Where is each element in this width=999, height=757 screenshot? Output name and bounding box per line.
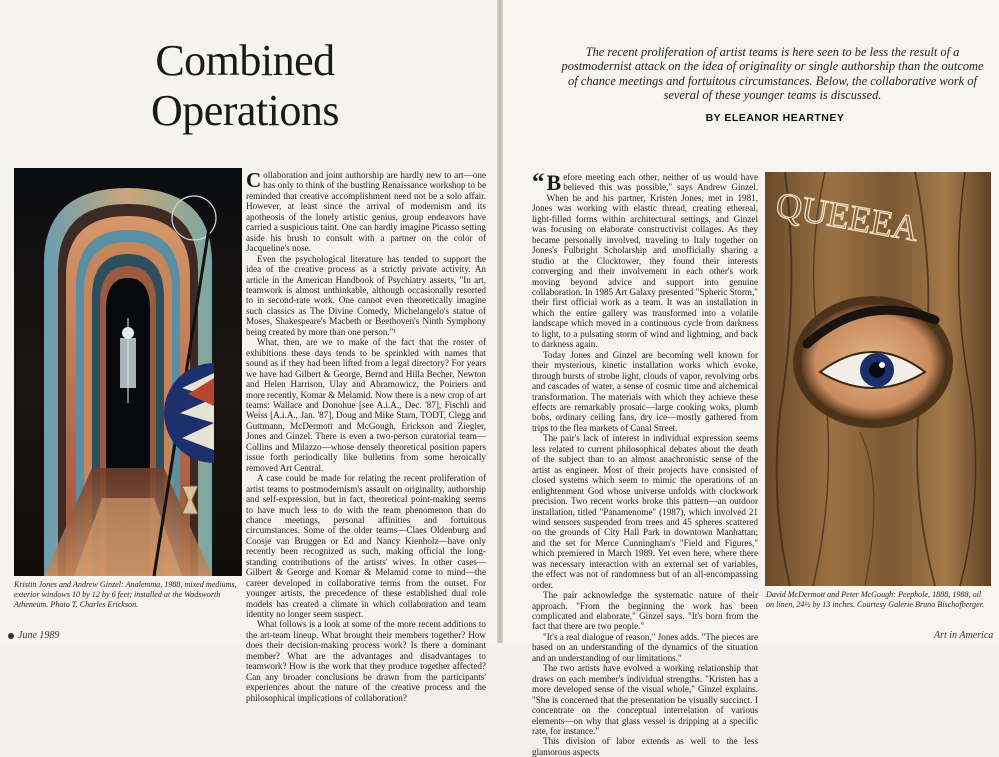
right-paragraph-7: This division of labor extends as well to the less glamorous aspects	[532, 736, 758, 757]
left-caption: Kristin Jones and Andrew Ginzel: Analemma, 1988, mixed mediums, exterior windows 10 by 12 by 6 feet; installed at the Wadsworth Atheneum. Photo T. Charles Erickson.	[14, 580, 237, 609]
painting-lettering: QUEEEA	[773, 184, 922, 249]
article-title	[120, 36, 370, 136]
byline: BY ELEANOR HEARTNEY	[705, 112, 845, 124]
right-caption: David McDermott and Peter McGough: Peephole, 1888, 1988, oil on linen, 24½ by 13 inches. Courtesy Galerie Bruno Bischofberger.	[766, 590, 984, 609]
folio-bullet-icon	[8, 633, 14, 639]
left-body-column	[246, 168, 486, 703]
right-paragraph-2: Today Jones and Ginzel are becoming well known for their mysterious, kinetic installation works which evoke, through bursts of strobe light, clouds of vapor, revolving orbs and cascades of water, a sense of cosmic time and alchemical transformation. The materials with which they achieve these effects are remarkably prosaic—large cooking woks, plumb bobs, ordinary ceiling fans, dry ice—mostly gathered from trips to the flea markets of Canal Street.	[532, 349, 758, 433]
quote-mark: “	[532, 169, 545, 196]
left-page	[0, 0, 497, 703]
right-body-column	[532, 169, 759, 757]
left-folio	[8, 630, 59, 641]
left-folio-text: June 1989	[18, 630, 60, 641]
title-line-2: Operations	[150, 86, 340, 135]
right-folio: Art in America	[934, 630, 994, 641]
peephole-painting	[765, 172, 991, 586]
title-line-1: Combined	[155, 36, 335, 85]
analemma-photo	[14, 168, 242, 576]
right-paragraph-6: The two artists have evolved a working relationship that draws on each member's individual strengths. "Kristen has a more developed sense of the visual whole," Ginzel explains. "She is concerned that the presentation be visually succinct. I concentrate on the conceptual interrelation of various elements—on why that glass vessel is dripping at a specific rate, for instance."	[532, 663, 758, 737]
right-paragraph-5: "It's a real dialogue of reason," Jones adds. "The pieces are based on an understanding of the dynamics of the situation and an understanding of our limitations."	[532, 631, 759, 663]
right-paragraph-1: “ B efore meeting each other, neither of us would have believed this was possible," says Andrew Ginzel. When he and his partner, Kristen Jones, met in 1981, Jones was working with elastic thread, creating ethereal, light-filled forms within architectural settings, and Ginzel was focusing on elaborate constructivist collages. As they became personally involved, traveling to Italy together on Jones's Fulbright Scholarship and unofficially sharing a studio at the Clocktower, they found their interests converging and their involvement in each other's work moving beyond advice and support into genuine collaboration. In 1985 Art Galaxy presented "Spheric Storm," their first official work as a team. It was an installation in which the entire gallery was transformed into a volatile landscape which moved in a continuous cycle from darkness to light, to a pulsating storm of wind and lightning, and back to darkness again.	[532, 169, 758, 350]
drop-cap-b: B	[546, 170, 562, 195]
right-paragraph-3: The pair's lack of interest in individual expression seems less related to current philosophical debates about the death of the subject than to an almost anachronistic sense of the artist as engineer. Most of their projects have consisted of closed systems which seem to mimic the operations of an enlightenment God whose universe unfolds with clockwork precision. Two recent works broke this pattern—an outdoor installation, titled "Panamenome" (1987), which involved 21 wind sensors suspended from trees and 45 spheres scattered on the grounds of City Hall Park in downtown Manhattan; and the set for Merce Cunningham's "Field and Figures," which premiered in March 1989. Yet even here, where there was necessary interaction with an external set of variables, the effect was not of randomness but of an all-encompassing order.	[532, 433, 758, 590]
left-paragraph-1: Collaboration and joint authorship are hardly new to art—one has only to think of the bustling Renaissance workshop to be reminded that creative accomplishment need not be a solo affair. However, at least since the arrival of modernism and its apotheosis of the lonely artistic genius, group endeavors have carried a suspicious taint. One can hardly imagine Picasso setting aside his brush to consult with a partner on the color of Jacqueline's nose.	[246, 168, 486, 254]
drop-cap-c: C	[246, 168, 262, 192]
left-paragraph-3: What, then, are we to make of the fact that the roster of exhibitions these days tends to be sprinkled with names that sound as if they had been lifted from a legal directory? For years we have had Gilbert & George, Bernd and Hilla Becher, Newton and Helen Harrison, Ulay and Abramowicz, the Poiriers and more recently, Komar & Melamid. Now there is a new crop of art teams: Wallace and Donohue [see A.i.A., Dec. '87], Fischli and Weiss [A.i.A., Jan. '87], Doug and Mike Starn, TODT, Clegg and Guttmann, McDermott and McGough, Erickson and Ziegler, Jones and Ginzel. There is even a two-person curatorial team—Collins and Milazzo—whose densely theoretical position papers issue forth periodically like bulletins from some heroically removed Art Central.	[246, 337, 486, 473]
right-paragraph-4: The pair acknowledge the systematic nature of their approach. "From the beginning the work has been complicated and elaborate," Ginzel says. "It's born from the fact that there are two people."	[532, 590, 758, 632]
left-paragraph-4: A case could be made for relating the recent proliferation of artist teams to postmodernism's assault on originality, authorship and self-expression, but in fact, theoretical point-making seems to have much less to do with the team phenomenon than do chance meetings, personal affinities and fortuitous circumstances. Some of the older teams—Claes Oldenburg and Coosje van Bruggen or Ed and Nancy Kienholz—have only recently been recognized as such, making official the long-standing contributions of the artists' wives. In other cases—Gilbert & George and Komar & Melamid come to mind—the career developed in collaborative terms from the outset. For younger artists, the precedence of these established dual role models has created a climate in which collaboration and team identity no longer seem suspect.	[246, 473, 486, 620]
left-paragraph-2: Even the psychological literature has tended to support the idea of the creative process as a strictly private activity. An article in the American Handbook of Psychiatry asserts, "In art, teamwork is almost unthinkable, although occasionally resorted to in second-rate work. One cannot even theoretically imagine such classics as The Divine Comedy, Michelangelo's statue of Moses, Shakespeare's Macbeth or Beethoven's Ninth Symphony being created by more than one person."¹	[246, 253, 486, 337]
left-paragraph-5: What follows is a look at some of the more recent additions to the art-team lineup. What brought their members together? How does their decision-making process work? Is there a dominant member? What are the advantages and disadvantages to teamwork? How is the work that they produce together affected? Can any broader conclusions be drawn from the participants' experiences about the nature of the creative process and the philosophical implications of collaboration?	[246, 619, 486, 703]
article-deck: The recent proliferation of artist teams is here seen to be less the result of a postmodernist attack on the idea of originality or single authorship than the outcome of chance meetings and fortuitous circumstances. Below, the collaborative work of several of these younger teams is discussed.	[561, 45, 984, 103]
